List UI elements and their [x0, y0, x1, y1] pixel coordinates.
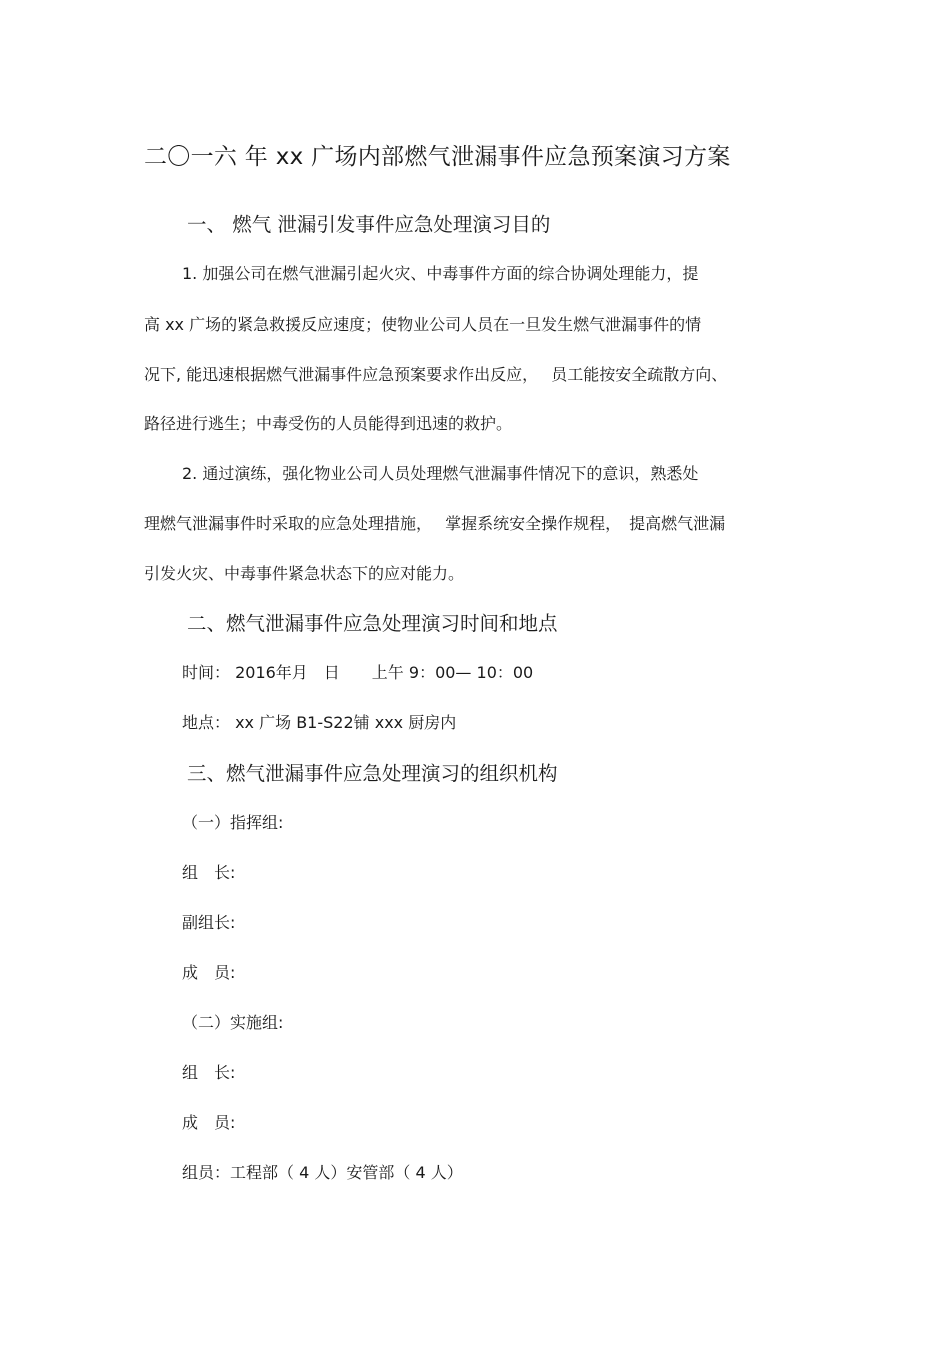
section-1-para-2-line-3: 引发火灾、中毒事件紧急状态下的应对能力。 — [144, 564, 465, 583]
section-1-para-1-line-4: 路径进行逃生；中毒受伤的人员能得到迅速的救护。 — [144, 414, 513, 433]
document-title: 二〇一六 年 xx 广场内部燃气泄漏事件应急预案演习方案 — [144, 144, 731, 170]
command-group-leader: 组 长: — [182, 863, 236, 882]
section-1-para-1-line-2: 高 xx 广场的紧急救援反应速度；使物业公司人员在一旦发生燃气泄漏事件的情 — [144, 315, 702, 334]
section-1-para-2-line-2: 理燃气泄漏事件时采取的应急处理措施， 掌握系统安全操作规程， 提高燃气泄漏 — [144, 514, 726, 533]
implementation-group-label: （二）实施组: — [182, 1013, 284, 1032]
command-group-label: （一）指挥组: — [182, 813, 284, 832]
implementation-group-leader: 组 长: — [182, 1063, 236, 1082]
section-3-heading: 三、燃气泄漏事件应急处理演习的组织机构 — [187, 762, 558, 785]
section-1-heading: 一、 燃气 泄漏引发事件应急处理演习目的 — [187, 213, 551, 236]
section-1-para-1-line-1: 1. 加强公司在燃气泄漏引起火灾、中毒事件方面的综合协调处理能力，提 — [182, 264, 699, 283]
section-1-para-1-line-3: 况下, 能迅速根据燃气泄漏事件应急预案要求作出反应， 员工能按安全疏散方向、 — [144, 365, 728, 384]
section-1-para-2-line-1: 2. 通过演练，强化物业公司人员处理燃气泄漏事件情况下的意识，熟悉处 — [182, 464, 699, 483]
command-group-members: 成 员: — [182, 963, 236, 982]
implementation-group-members: 成 员: — [182, 1113, 236, 1132]
section-2-heading: 二、燃气泄漏事件应急处理演习时间和地点 — [187, 612, 558, 635]
drill-time: 时间： 2016年月 日 上午 9：00— 10：00 — [182, 663, 534, 682]
drill-place: 地点： xx 广场 B1-S22铺 xxx 厨房内 — [182, 713, 457, 732]
implementation-group-member-detail: 组员：工程部（ 4 人）安管部（ 4 人） — [182, 1163, 463, 1182]
command-group-vice-leader: 副组长: — [182, 913, 236, 932]
